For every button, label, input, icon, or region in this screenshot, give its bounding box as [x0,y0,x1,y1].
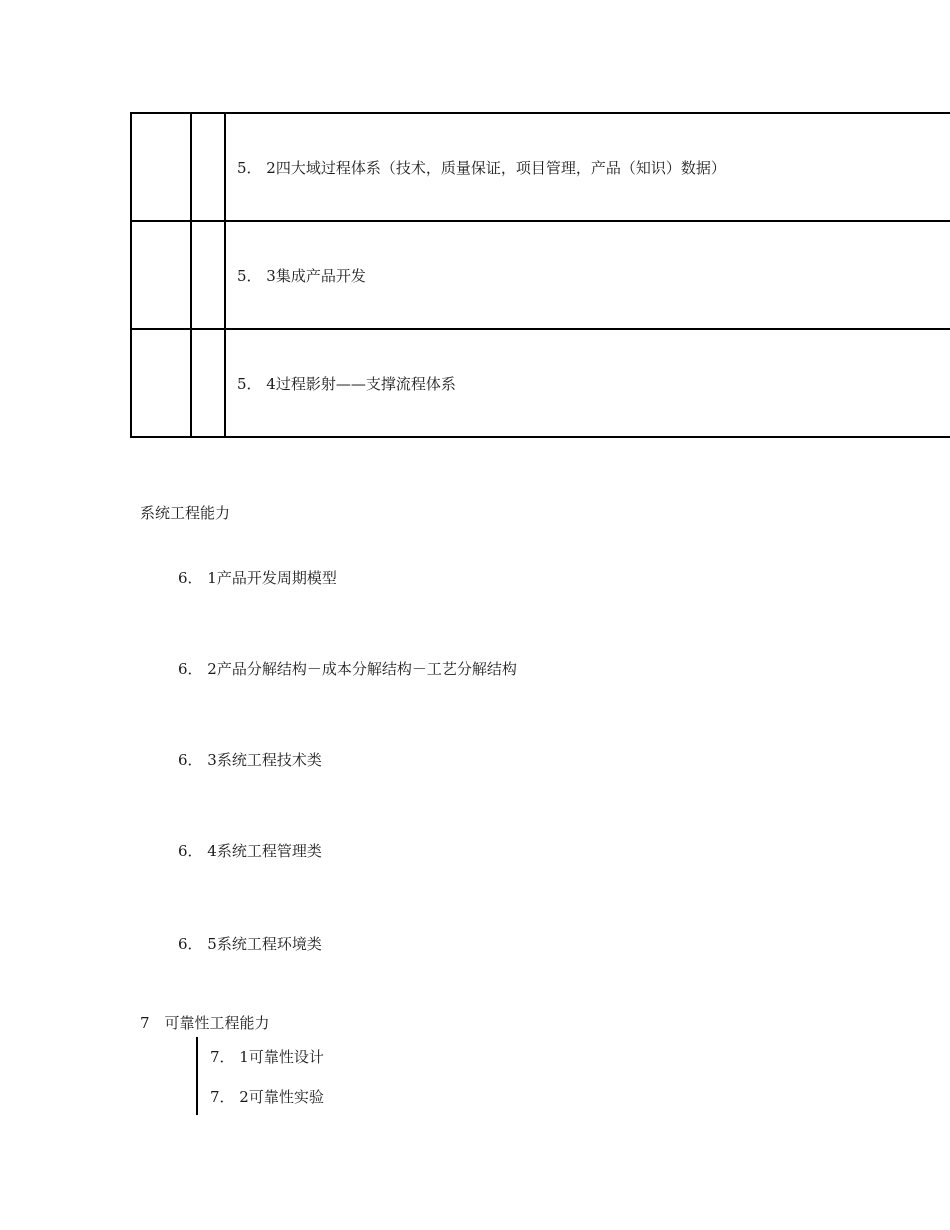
list-item: 6． 2产品分解结构－成本分解结构－工艺分解结构 [178,660,517,678]
list-divider [196,1037,198,1115]
table-cell-text: 5． 3集成产品开发 [225,221,950,329]
list-item: 7． 2可靠性实验 [210,1088,324,1106]
table-cell-empty [131,221,191,329]
list-item: 6． 4系统工程管理类 [178,842,322,860]
table-row [131,221,950,329]
table-cell-empty [191,221,225,329]
table-cell-text: 5． 4过程影射——支撑流程体系 [225,329,950,437]
table-cell-empty [131,113,191,221]
table-row [131,329,950,437]
section-heading: 系统工程能力 [140,504,231,522]
table-cell-text: 5． 2四大域过程体系（技术，质量保证，项目管理，产品（知识）数据） [225,113,950,221]
list-item: 6． 1产品开发周期模型 [178,569,337,587]
list-item: 6． 5系统工程环境类 [178,935,322,953]
table-cell-empty [191,113,225,221]
list-item: 6． 3系统工程技术类 [178,751,322,769]
list-item: 7． 1可靠性设计 [210,1048,324,1066]
table-row [131,113,950,221]
table-cell-empty [131,329,191,437]
section-heading: 7 可靠性工程能力 [140,1014,270,1032]
process-table [130,112,950,438]
table-cell-empty [191,329,225,437]
